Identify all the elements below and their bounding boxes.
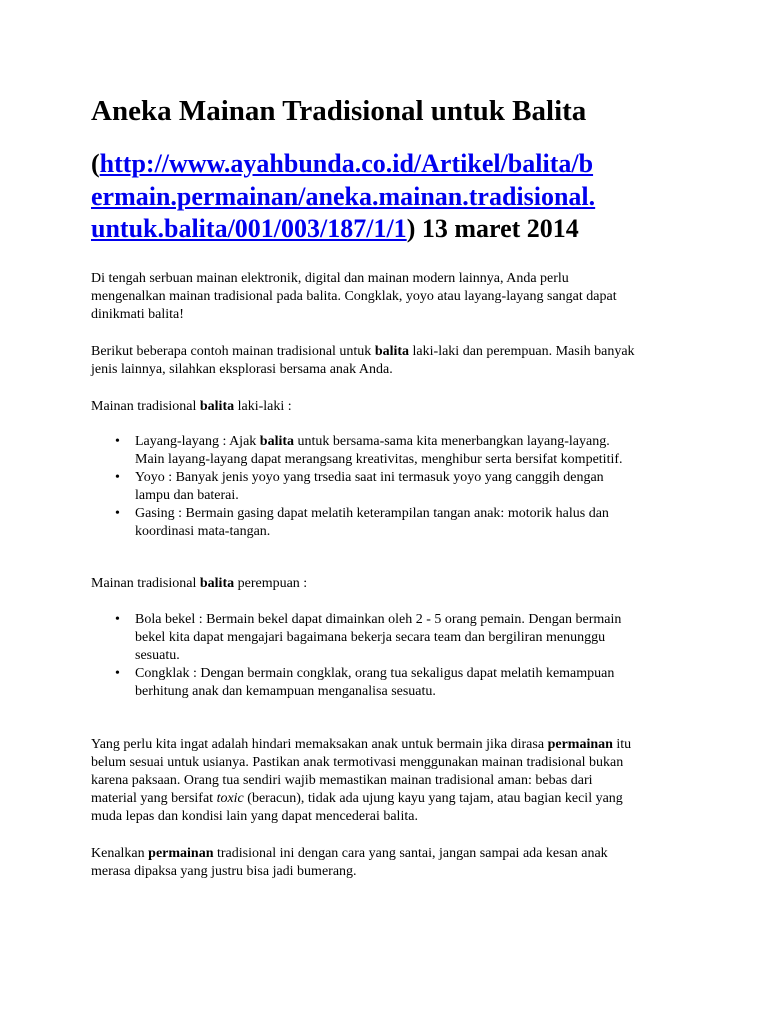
text-run: material yang bersifat (91, 791, 217, 806)
list-item (0, 611, 621, 665)
list-item (0, 505, 623, 541)
paragraph-line: belum sesuai untuk usianya. Pastikan anak termotivasi menggunakan mainan tradisional bukan (91, 755, 624, 770)
paragraph-line (91, 343, 635, 361)
bold-text: permainan (148, 846, 214, 861)
source-line-3 (91, 213, 691, 246)
boys-toys-list (0, 433, 623, 541)
list-item-line: Congklak : Dengan bermain congklak, orang tua sekaligus dapat melatih kemampuan (135, 666, 615, 681)
text-run: tradisional ini dengan cara yang santai, jangan sampai ada kesan anak (213, 846, 608, 861)
bold-text: permainan (547, 737, 613, 752)
girls-toys-list (0, 611, 621, 701)
paragraph-line: merasa dipaksa yang justru bisa jadi bumerang. (91, 864, 357, 879)
paragraph-line: jenis lainnya, silahkan eksplorasi bersama anak Anda. (91, 362, 393, 377)
bold-text: balita (259, 434, 295, 449)
boys-toys-heading (91, 398, 292, 416)
list-item-line: Gasing : Bermain gasing dapat melatih keterampilan tangan anak: motorik halus dan (135, 506, 609, 521)
source-link-part-2[interactable]: ermain.permainan/aneka.mainan.tradisional. (91, 181, 596, 211)
text-run: Mainan tradisional (91, 399, 200, 414)
source-link-part-3[interactable]: untuk.balita/001/003/187/1/1 (91, 214, 407, 243)
text-run: laki-laki : (234, 399, 292, 414)
bullet-icon: • (115, 506, 120, 521)
bullet-icon: • (115, 612, 120, 627)
italic-text: toxic (216, 791, 244, 806)
publish-date: ) 13 maret 2014 (406, 214, 579, 243)
source-line-1 (91, 148, 691, 181)
text-run: untuk bersama-sama kita menerbangkan layang-layang. (294, 434, 610, 449)
paragraph-line (91, 845, 608, 863)
list-item-line: sesuatu. (135, 648, 180, 663)
bullet-icon: • (115, 434, 120, 449)
paragraph-line (91, 790, 631, 808)
text-run: itu (612, 737, 632, 752)
list-item-line: Main layang-layang dapat merangsang kreativitas, menghibur serta bersifat kompetitif. (135, 452, 623, 467)
text-run: perempuan : (234, 576, 308, 591)
advice-paragraph (91, 736, 631, 826)
examples-paragraph (91, 343, 635, 379)
girls-toys-heading (91, 575, 307, 593)
bold-text: balita (374, 344, 410, 359)
text-run: Berikut beberapa contoh mainan tradisional untuk (91, 344, 375, 359)
bullet-icon: • (115, 470, 120, 485)
bold-text: balita (199, 399, 235, 414)
intro-paragraph (91, 270, 617, 324)
text-run: Kenalkan (91, 846, 149, 861)
list-item-line: lampu dan baterai. (135, 488, 239, 503)
text-run: (beracun), tidak ada ujung kayu yang tajam, atau bagian kecil yang (243, 791, 623, 806)
bullet-icon: • (115, 666, 120, 681)
source-link-part-1[interactable]: http://www.ayahbunda.co.id/Artikel/balita/b (99, 149, 594, 178)
source-line-2 (91, 181, 691, 214)
paragraph-line: karena paksaan. Orang tua sendiri wajib memastikan mainan tradisional aman: bebas dari (91, 773, 593, 788)
list-item-line (135, 433, 623, 451)
text-run: Mainan tradisional (91, 576, 200, 591)
bold-text: balita (199, 576, 235, 591)
list-item-line: berhitung anak dan kemampuan menganalisa sesuatu. (135, 684, 436, 699)
text-run: Layang-layang : Ajak (135, 434, 260, 449)
open-paren: ( (91, 149, 100, 178)
intro-line: mengenalkan mainan tradisional pada balita. Congklak, yoyo atau layang-layang sangat dapat (91, 289, 617, 304)
list-item-line: Yoyo : Banyak jenis yoyo yang trsedia saat ini termasuk yoyo yang canggih dengan (135, 470, 604, 485)
list-item-line: koordinasi mata-tangan. (135, 524, 271, 539)
list-item (0, 665, 621, 701)
paragraph-line: muda lepas dan kondisi lain yang dapat mencederai balita. (91, 809, 418, 824)
closing-paragraph (91, 845, 608, 881)
list-item-line: Bola bekel : Bermain bekel dapat dimainkan oleh 2 - 5 orang pemain. Dengan bermain (135, 612, 622, 627)
source-heading (91, 148, 691, 246)
list-item (0, 469, 623, 505)
list-item (0, 433, 623, 469)
paragraph-line (91, 398, 292, 416)
intro-line: Di tengah serbuan mainan elektronik, digital dan mainan modern lainnya, Anda perlu (91, 271, 569, 286)
page-title: Aneka Mainan Tradisional untuk Balita (91, 95, 587, 127)
intro-line: dinikmati balita! (91, 307, 184, 322)
text-run: laki-laki dan perempuan. Masih banyak (409, 344, 635, 359)
paragraph-line (91, 575, 307, 593)
paragraph-line (91, 736, 631, 754)
list-item-line: bekel kita dapat mengajari bagaimana bekerja secara team dan bergiliran menunggu (135, 630, 606, 645)
text-run: Yang perlu kita ingat adalah hindari memaksakan anak untuk bermain jika dirasa (91, 737, 548, 752)
